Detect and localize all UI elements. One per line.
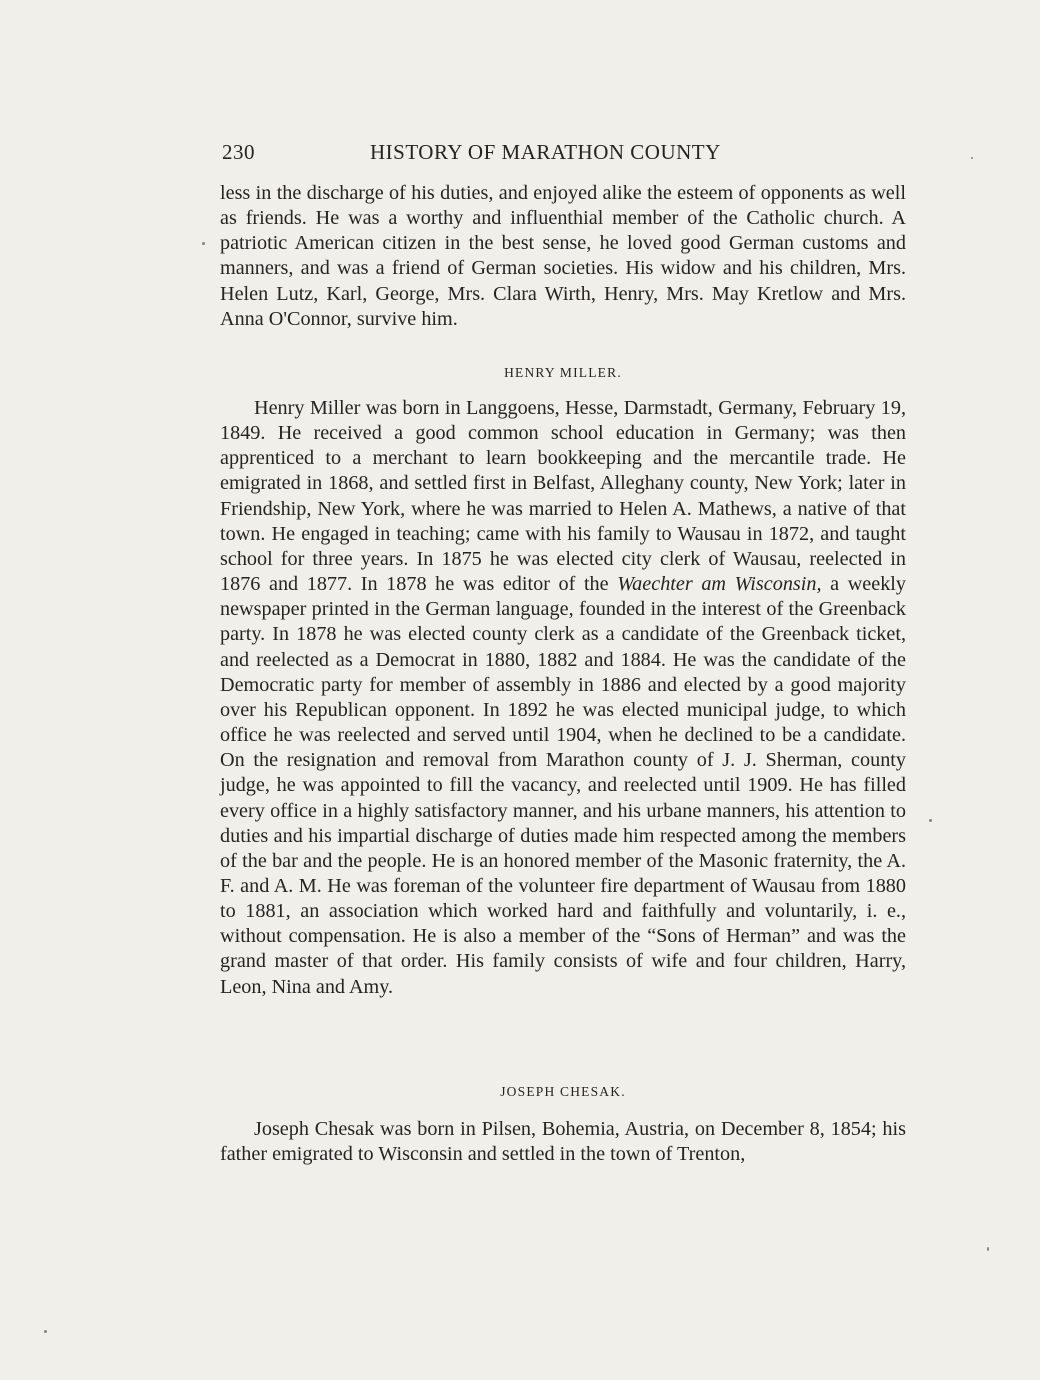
newspaper-title: Waechter am Wisconsin,: [617, 573, 822, 596]
henry-miller-text-part2: a weekly newspaper printed in the German language, founded in the interest of the Greenback party. In 1878 he was elected county clerk as a candidate of the Greenback ticket, and reelected as a Democrat in 1880, 1882 and 1884. He was the candidate of the Democratic party for member of assembly in 1886 and elected by a good majority over his Republican opponent. In 1892 he was elected municipal judge, to which office he was reelected and served until 1904, when he declined to be a candidate. On the resignation and removal from Marathon county of J. J. Sherman, county judge, he was appointed to fill the vacancy, and reelected until 1909. He has filled every office in a highly satisfactory manner, and his urbane manners, his attention to duties and his impartial discharge of duties made him respected among the members of the bar and the people. He is an honored member of the Masonic fraternity, the A. F. and A. M. He was foreman of the volunteer fire department of Wausau from 1880 to 1881, an association which worked hard and faithfully and voluntarily, i. e., without compensation. He is also a member of the “Sons of Herman” and was the grand master of that order. His family consists of wife and four children, Harry, Leon, Nina and Amy.: [220, 573, 906, 998]
section-heading-henry-miller: HENRY MILLER.: [504, 365, 622, 380]
section-heading-joseph-chesak: JOSEPH CHESAK.: [500, 1084, 626, 1099]
paper-speck: [987, 1247, 989, 1251]
paper-speck: [971, 157, 973, 159]
paper-speck: [202, 242, 205, 245]
intro-paragraph: [220, 181, 906, 332]
running-title: HISTORY OF MARATHON COUNTY: [370, 140, 721, 164]
intro-paragraph-text: less in the discharge of his duties, and enjoyed alike the esteem of opponents as well as friends. He was a worthy and influenthial member of the Catholic church. A patriotic American citizen in the best sense, he loved good German customs and manners, and was a friend of German societies. His widow and his children, Mrs. Helen Lutz, Karl, George, Mrs. Clara Wirth, Henry, Mrs. May Kretlow and Mrs. Anna O'Connor, survive him.: [220, 182, 906, 330]
henry-miller-text-part1: Henry Miller was born in Langgoens, Hesse, Darmstadt, Germany, February 19, 1849. He received a good common school education in Germany; was then apprenticed to a merchant to learn bookkeeping and the mercantile trade. He emigrated in 1868, and settled first in Belfast, Alleghany county, New York; later in Friendship, New York, where he was married to Helen A. Mathews, a native of that town. He engaged in teaching; came with his family to Wausau in 1872, and taught school for three years. In 1875 he was elected city clerk of Wausau, reelected in 1876 and 1877. In 1878 he was editor of the: [220, 397, 906, 596]
paper-speck: [929, 819, 932, 822]
joseph-chesak-text: Joseph Chesak was born in Pilsen, Bohemia, Austria, on December 8, 1854; his father emigrated to Wisconsin and settled in the town of Trenton,: [220, 1118, 906, 1166]
page-number: 230: [222, 140, 255, 164]
henry-miller-text: [220, 396, 906, 1000]
joseph-chesak-paragraph: [220, 1117, 906, 1167]
henry-miller-paragraph: [220, 396, 906, 1000]
paper-speck: [44, 1330, 47, 1333]
running-header: [220, 140, 906, 170]
